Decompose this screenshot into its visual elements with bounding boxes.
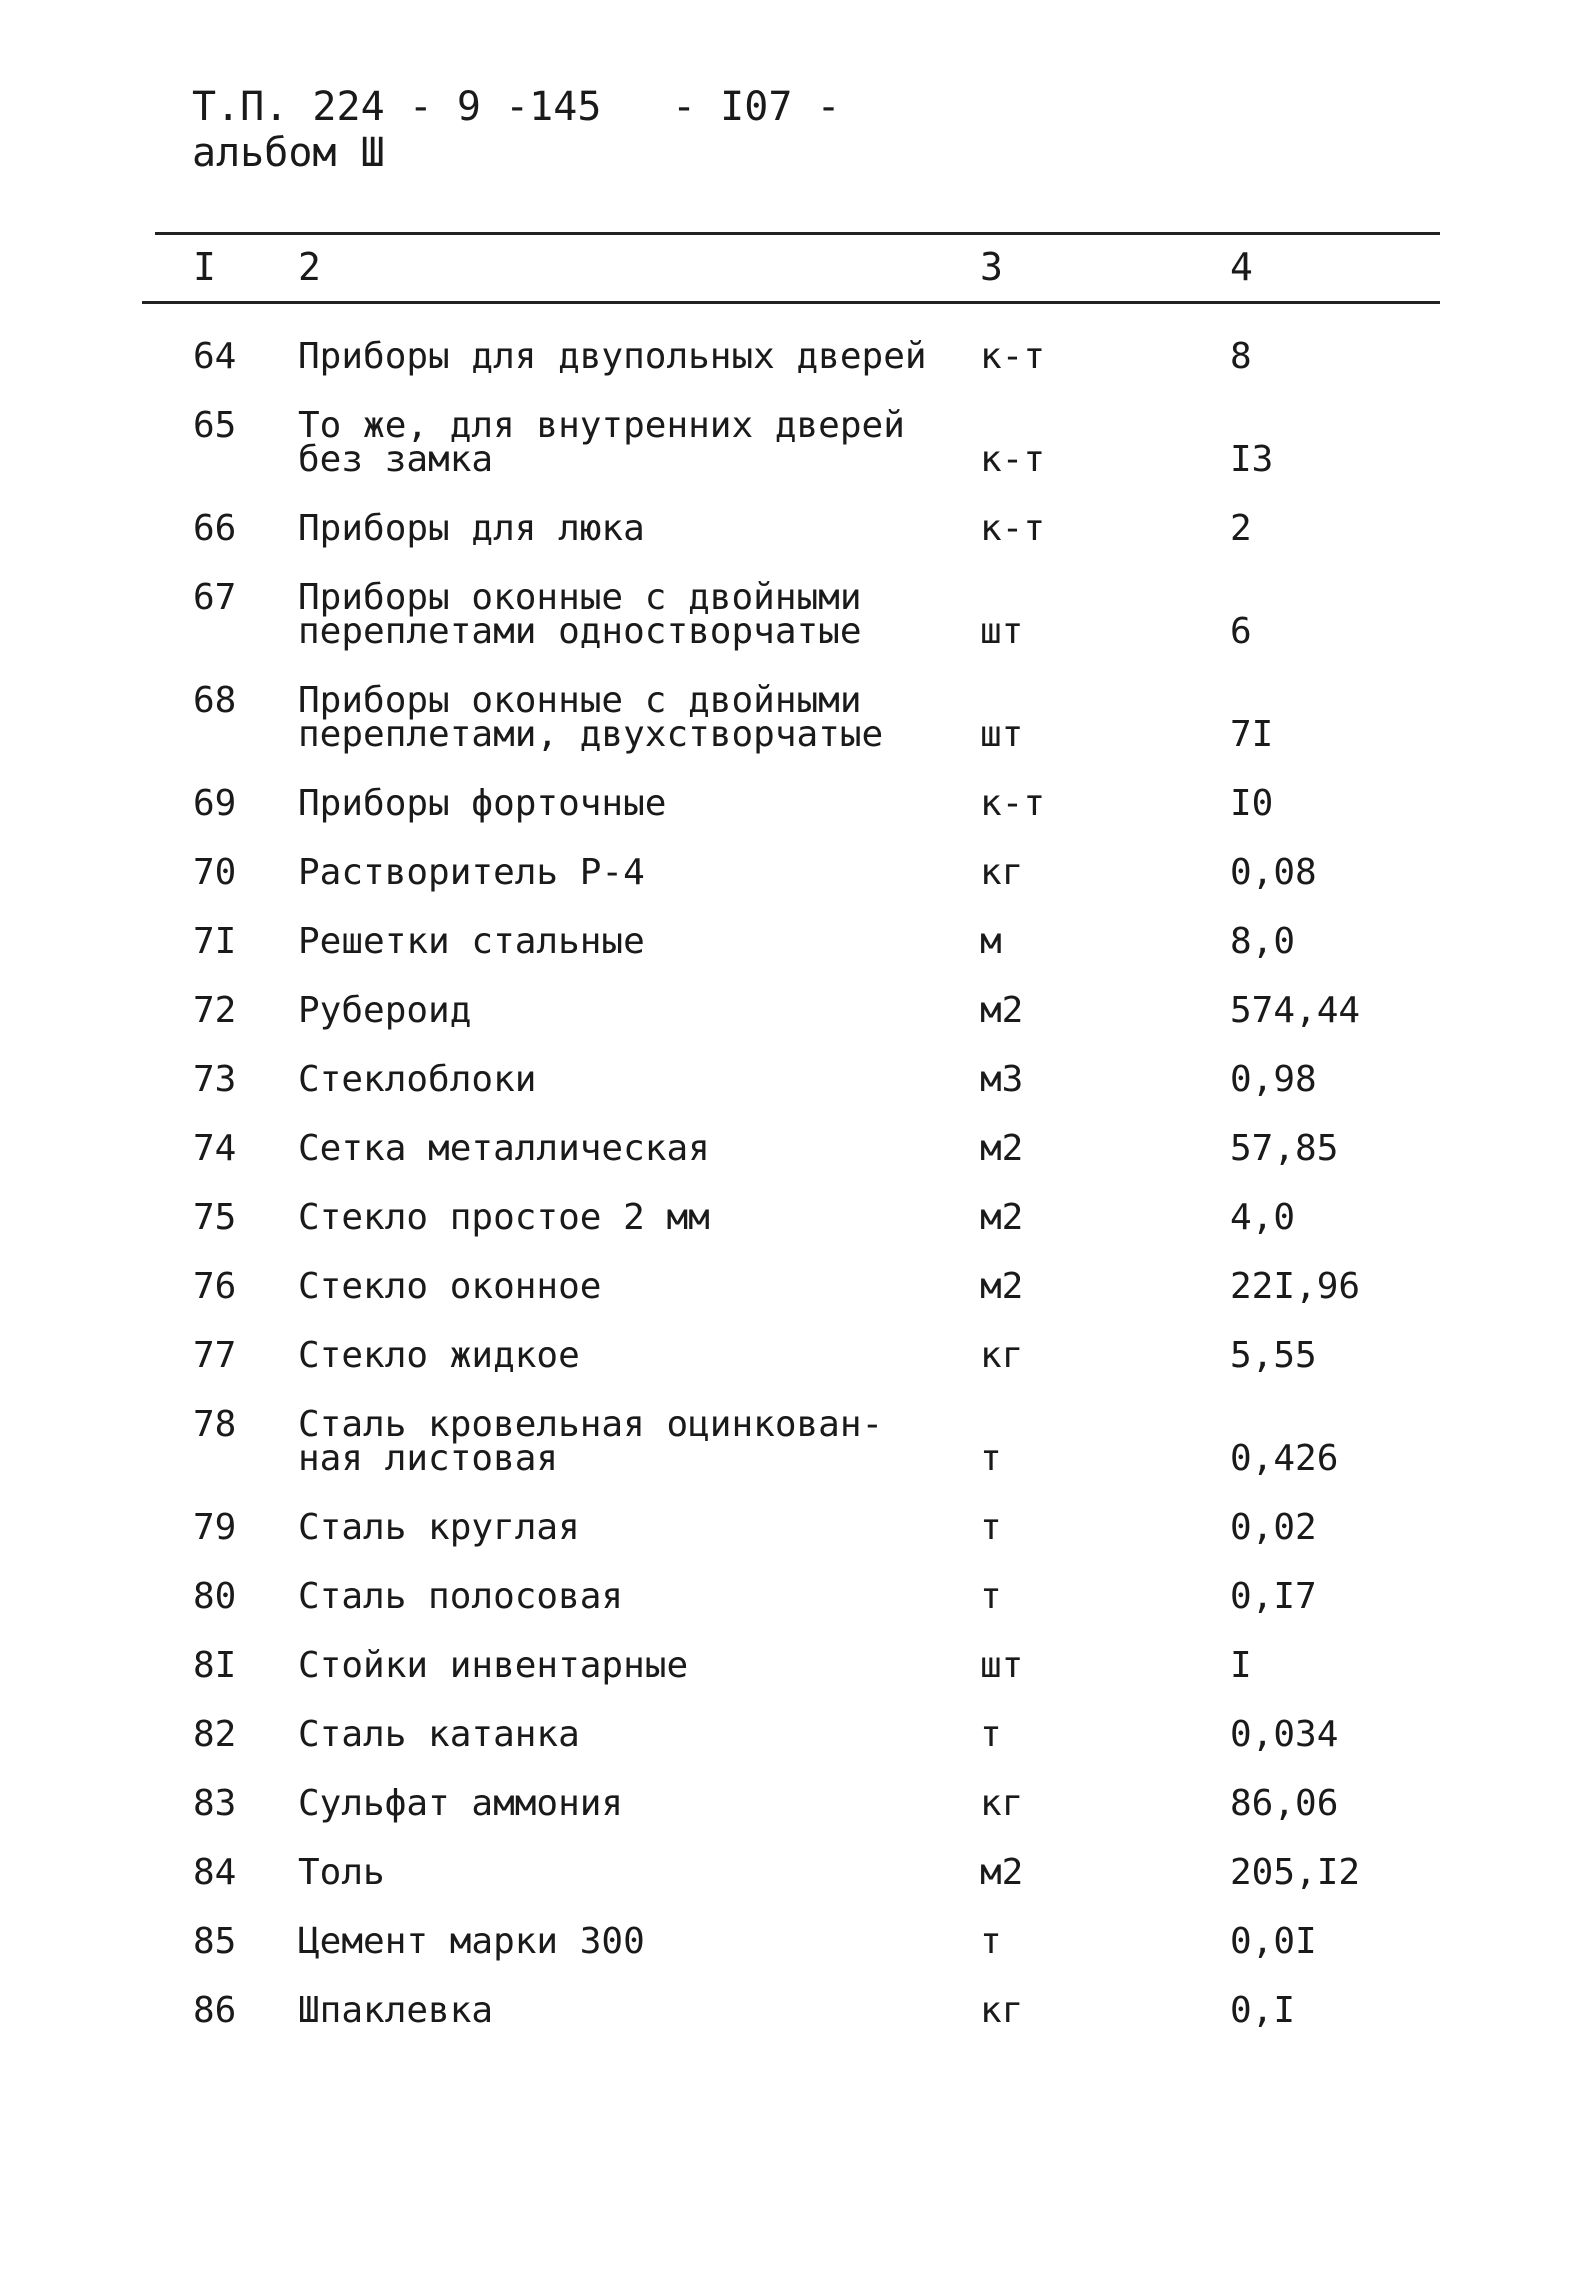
material-name-line: Стеклоблоки xyxy=(298,1059,537,1100)
material-name-line: Стекло простое 2 мм xyxy=(298,1197,710,1238)
unit: кг xyxy=(980,1783,1024,1824)
document-reference: Т.П. 224 - 9 -145 xyxy=(192,84,602,130)
material-name xyxy=(298,990,472,1031)
material-name-line: переплетами, двухстворчатые xyxy=(298,714,884,755)
material-name xyxy=(298,1714,580,1755)
column-header-1: I xyxy=(193,245,216,289)
material-name-line: Сетка металлическая xyxy=(298,1128,710,1169)
material-name-line: Стекло жидкое xyxy=(298,1335,580,1376)
row-number: 72 xyxy=(193,990,237,1031)
column-header-4: 4 xyxy=(1230,245,1253,289)
quantity: 8,0 xyxy=(1230,921,1296,962)
table-row xyxy=(0,1128,1576,1201)
unit: к-т xyxy=(980,783,1046,824)
unit: т xyxy=(980,1438,1002,1479)
material-name-line: переплетами одностворчатые xyxy=(298,611,862,652)
row-number: 73 xyxy=(193,1059,237,1100)
table-row xyxy=(0,405,1576,512)
material-name xyxy=(298,680,884,755)
table-row xyxy=(0,577,1576,684)
table-row xyxy=(0,1576,1576,1649)
table-row xyxy=(0,1852,1576,1925)
quantity: 22I,96 xyxy=(1230,1266,1361,1307)
material-name-line: Приборы оконные с двойными xyxy=(298,577,862,618)
material-name-line: без замка xyxy=(298,439,494,480)
quantity: I3 xyxy=(1230,439,1274,480)
table-row xyxy=(0,1714,1576,1787)
table-row xyxy=(0,1266,1576,1339)
row-number: 7I xyxy=(193,921,237,962)
material-name xyxy=(298,1852,385,1893)
table-row xyxy=(0,1404,1576,1511)
row-number: 69 xyxy=(193,783,237,824)
table-row xyxy=(0,1335,1576,1408)
quantity: 6 xyxy=(1230,611,1252,652)
material-name xyxy=(298,1783,624,1824)
quantity: 0,02 xyxy=(1230,1507,1317,1548)
unit: т xyxy=(980,1507,1002,1548)
material-name-line: Сталь кровельная оцинкован- xyxy=(298,1404,884,1445)
quantity: 0,0I xyxy=(1230,1921,1317,1962)
row-number: 82 xyxy=(193,1714,237,1755)
material-name xyxy=(298,1645,689,1686)
material-name xyxy=(298,577,862,652)
quantity: 7I xyxy=(1230,714,1274,755)
row-number: 67 xyxy=(193,577,237,618)
row-number: 75 xyxy=(193,1197,237,1238)
unit: т xyxy=(980,1921,1002,1962)
table-row xyxy=(0,1059,1576,1132)
table-row xyxy=(0,1645,1576,1718)
table-row xyxy=(0,1197,1576,1270)
material-name xyxy=(298,1059,537,1100)
table-row xyxy=(0,852,1576,925)
material-name xyxy=(298,783,667,824)
quantity: I xyxy=(1230,1645,1252,1686)
quantity: 0,08 xyxy=(1230,852,1317,893)
unit: шт xyxy=(980,611,1024,652)
table-header-rule xyxy=(142,301,1440,304)
quantity: 574,44 xyxy=(1230,990,1361,1031)
material-name-line: Стойки инвентарные xyxy=(298,1645,689,1686)
material-name xyxy=(298,1197,710,1238)
material-name xyxy=(298,921,645,962)
material-name-line: Сульфат аммония xyxy=(298,1783,624,1824)
material-name-line: Рубероид xyxy=(298,990,472,1031)
material-name-line: Растворитель Р-4 xyxy=(298,852,645,893)
quantity: 57,85 xyxy=(1230,1128,1339,1169)
quantity: I0 xyxy=(1230,783,1274,824)
material-name-line: Сталь полосовая xyxy=(298,1576,624,1617)
row-number: 76 xyxy=(193,1266,237,1307)
material-name-line: То же, для внутренних дверей xyxy=(298,405,905,446)
material-name-line: Цемент марки 300 xyxy=(298,1921,645,1962)
table-row xyxy=(0,990,1576,1063)
quantity: 205,I2 xyxy=(1230,1852,1361,1893)
table-row xyxy=(0,1507,1576,1580)
material-name-line: Сталь круглая xyxy=(298,1507,580,1548)
table-row xyxy=(0,1921,1576,1994)
material-name xyxy=(298,508,645,549)
quantity: 2 xyxy=(1230,508,1252,549)
quantity: 5,55 xyxy=(1230,1335,1317,1376)
unit: м2 xyxy=(980,1266,1024,1307)
table-top-rule xyxy=(155,232,1440,235)
material-name xyxy=(298,1507,580,1548)
column-header-2: 2 xyxy=(298,245,321,289)
material-name xyxy=(298,1335,580,1376)
materials-table xyxy=(0,336,1576,2063)
material-name xyxy=(298,1128,710,1169)
unit: к-т xyxy=(980,439,1046,480)
quantity: 4,0 xyxy=(1230,1197,1296,1238)
material-name-line: ная листовая xyxy=(298,1438,559,1479)
row-number: 68 xyxy=(193,680,237,721)
unit: кг xyxy=(980,1990,1024,2031)
material-name xyxy=(298,1576,624,1617)
row-number: 65 xyxy=(193,405,237,446)
table-row xyxy=(0,921,1576,994)
quantity: 8 xyxy=(1230,336,1252,377)
quantity: 86,06 xyxy=(1230,1783,1339,1824)
unit: шт xyxy=(980,1645,1024,1686)
table-row xyxy=(0,1990,1576,2063)
unit: к-т xyxy=(980,508,1046,549)
unit: м2 xyxy=(980,1128,1024,1169)
material-name-line: Приборы для двупольных дверей xyxy=(298,336,927,377)
row-number: 70 xyxy=(193,852,237,893)
table-row xyxy=(0,680,1576,787)
album-label: альбом Ш xyxy=(192,130,385,176)
page-header xyxy=(192,84,841,176)
material-name xyxy=(298,1404,884,1479)
material-name-line: Приборы для люка xyxy=(298,508,645,549)
material-name-line: Приборы оконные с двойными xyxy=(298,680,862,721)
material-name xyxy=(298,336,927,377)
material-name-line: Стекло оконное xyxy=(298,1266,602,1307)
column-header-3: 3 xyxy=(980,245,1003,289)
row-number: 8I xyxy=(193,1645,237,1686)
unit: м xyxy=(980,921,1002,962)
unit: т xyxy=(980,1714,1002,1755)
material-name xyxy=(298,1921,645,1962)
material-name xyxy=(298,405,905,480)
row-number: 79 xyxy=(193,1507,237,1548)
row-number: 78 xyxy=(193,1404,237,1445)
row-number: 64 xyxy=(193,336,237,377)
unit: к-т xyxy=(980,336,1046,377)
row-number: 85 xyxy=(193,1921,237,1962)
material-name-line: Шпаклевка xyxy=(298,1990,494,2031)
quantity: 0,426 xyxy=(1230,1438,1339,1479)
page-number: - I07 - xyxy=(672,84,841,130)
material-name xyxy=(298,1266,602,1307)
material-name-line: Приборы форточные xyxy=(298,783,667,824)
unit: м2 xyxy=(980,1197,1024,1238)
material-name-line: Сталь катанка xyxy=(298,1714,580,1755)
material-name-line: Толь xyxy=(298,1852,385,1893)
unit: м2 xyxy=(980,990,1024,1031)
unit: т xyxy=(980,1576,1002,1617)
unit: кг xyxy=(980,1335,1024,1376)
table-row xyxy=(0,508,1576,581)
quantity: 0,I7 xyxy=(1230,1576,1317,1617)
row-number: 84 xyxy=(193,1852,237,1893)
quantity: 0,034 xyxy=(1230,1714,1339,1755)
unit: м2 xyxy=(980,1852,1024,1893)
material-name xyxy=(298,852,645,893)
row-number: 83 xyxy=(193,1783,237,1824)
row-number: 66 xyxy=(193,508,237,549)
quantity: 0,98 xyxy=(1230,1059,1317,1100)
quantity: 0,I xyxy=(1230,1990,1296,2031)
row-number: 74 xyxy=(193,1128,237,1169)
row-number: 86 xyxy=(193,1990,237,2031)
unit: шт xyxy=(980,714,1024,755)
unit: кг xyxy=(980,852,1024,893)
table-row xyxy=(0,783,1576,856)
unit: м3 xyxy=(980,1059,1024,1100)
table-row xyxy=(0,1783,1576,1856)
row-number: 80 xyxy=(193,1576,237,1617)
table-row xyxy=(0,336,1576,409)
material-name-line: Решетки стальные xyxy=(298,921,645,962)
material-name xyxy=(298,1990,494,2031)
row-number: 77 xyxy=(193,1335,237,1376)
